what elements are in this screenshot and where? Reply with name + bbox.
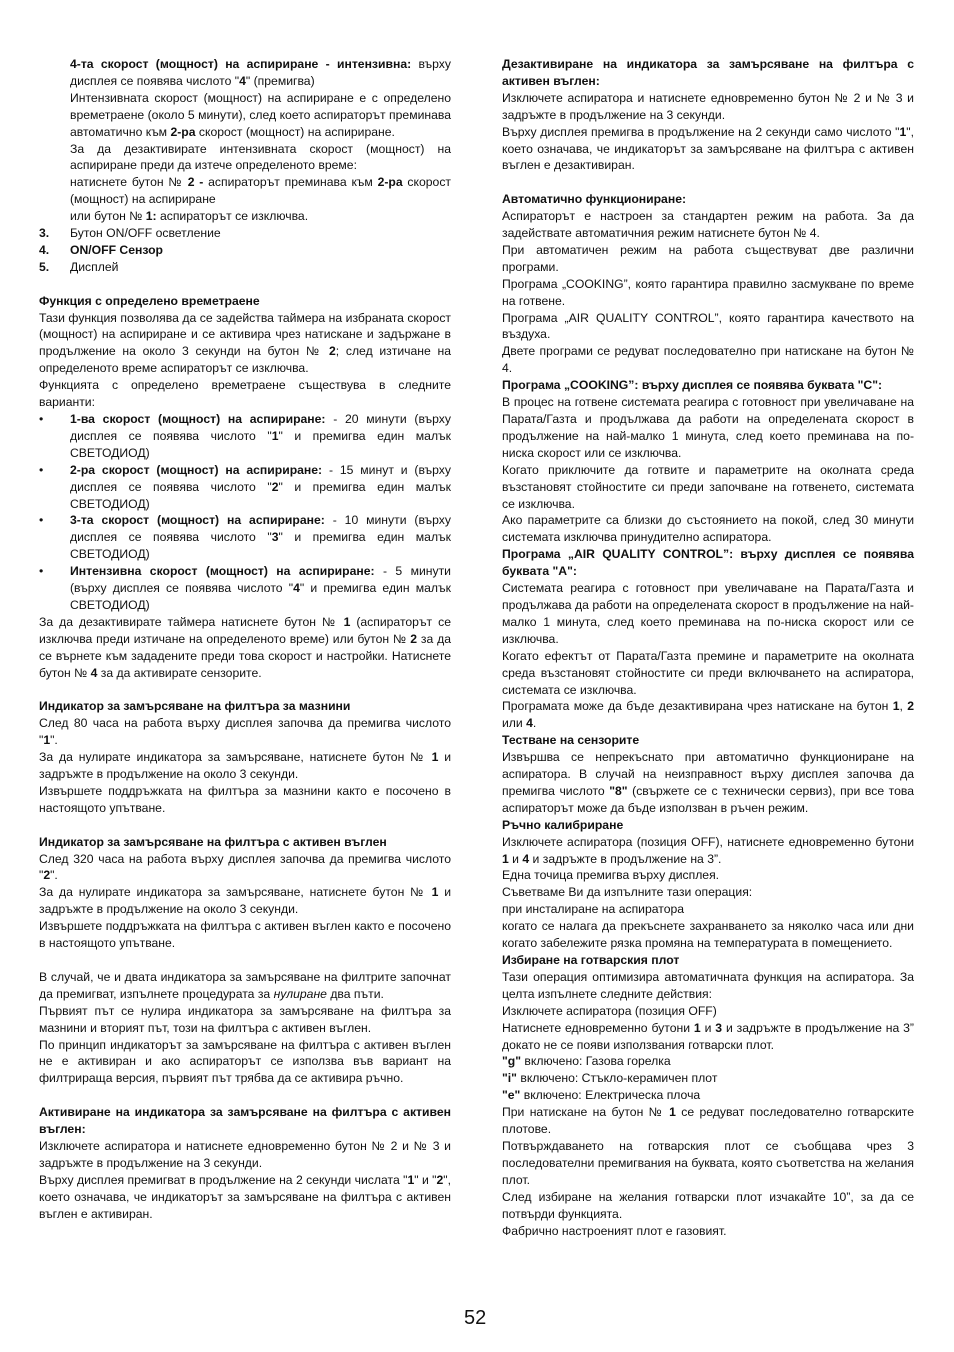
page-number: 52 bbox=[464, 1307, 487, 1329]
cooking-paragraph-3: Ако параметрите са близки до състоянието на покой, след 30 минути системата изключва принудително аспиратора. bbox=[502, 513, 914, 545]
cooking-paragraph-2: Когато приключите да готвите и параметрите на околната среда възстановят стойностите си преди започване на готвенето, системата се изключва. bbox=[502, 462, 914, 511]
hob-paragraph-3: Натиснете едновременно бутони 1 и 3 и задръжте в продължение на 3” докато не се появи използвания готварски плот. bbox=[502, 1020, 914, 1052]
carbon-paragraph-3: Извършете поддръжката на филтъра с активен въглен както е посочено в настоящото упътване. bbox=[39, 919, 451, 951]
section-heading-air-quality: Програма „AIR QUALITY CONTROL”: върху дисплея се появява буквата "A": bbox=[502, 547, 914, 579]
both-indicators-paragraph-2: Първият път се нулира индикатора за замърсяване на филтъра за мазнини и вторият път, този на филтъра с активен въглен. bbox=[39, 1003, 451, 1035]
hob-paragraph-7: Фабрично настроеният плот е газовият. bbox=[502, 1223, 727, 1238]
left-column bbox=[39, 56, 451, 1222]
timer-deactivate-paragraph: За да дезактивирате таймера натиснете бутон № 1 (аспираторът се изключва преди изтичане на определеното време) или бутон № 2 за да се върнете към зададените преди това скорост и настройки. Натиснете бутон № 4 за да активирате сензорите. bbox=[39, 614, 451, 680]
section-heading-carbon-filter: Индикатор за замърсяване на филтъра с активен въглен bbox=[39, 834, 387, 849]
section-heading-sensor-test: Тестване на сензорите bbox=[502, 733, 640, 748]
deactivate-paragraph-2: Върху дисплея премигва в продължение на 2 секунди само числото "1", което означава, че индикаторът за замърсяване на филтъра с активен въглен е дезактивиран. bbox=[502, 124, 914, 173]
air-paragraph-2: Когато ефектът от Парата/Газта премине и параметрите на околната среда възстановят стойностите си преди включването на аспиратора, системата се изключва. bbox=[502, 648, 914, 697]
hob-paragraph-6: След избиране на желания готварски плот изчакайте 10”, за да се потвърди функцията. bbox=[502, 1189, 914, 1221]
sensor-test-paragraph: Извършва се непрекъснато при автоматично функциониране на аспиратора. В случай на неизправност върху дисплея започва да премигва числото "8" (свържете се с технически сервиз), при все това аспираторът може да бъде използван в ръчен режим. bbox=[502, 750, 914, 815]
bullet-item: • 2-ра скорост (мощност) на аспириране: - 15 минут и (върху дисплея се появява числото "2" и премигва един малък СВЕТОДИОД) bbox=[39, 462, 451, 511]
bullet-item: • 3-та скорост (мощност) на аспириране: - 10 минути (върху дисплея се появява числото "3" и премигва един малък СВЕТОДИОД) bbox=[39, 513, 451, 562]
hob-paragraph-5: Потвърждаването на готварския плот се съобщава чрез 3 последователни премигвания на буквата, която съответства на желания плот. bbox=[502, 1138, 914, 1187]
list-item: 3. Бутон ON/OFF осветление bbox=[39, 226, 221, 241]
section-heading-hob-select: Избиране на готварския плот bbox=[502, 953, 680, 968]
intensive-duration-paragraph: Интензивната скорост (мощност) на аспириране е с определено времетраене (около 5 минути), след което аспираторът преминава автоматично към 2-ра скорост (мощност) на аспириране. bbox=[70, 90, 451, 139]
activate-paragraph-2: Върху дисплея премигват в продължение на 2 секунди числата "1" и "2", което означава, че индикаторът за замърсяване на филтъра с активен въглен е активиран. bbox=[39, 1172, 452, 1221]
hob-paragraph-1: Тази операция оптимизира автоматичната функция на аспиратора. За целта изпълнете следните действия: bbox=[502, 969, 914, 1001]
bullet-item: • 1-ва скорост (мощност) на аспириране: - 20 минути (върху дисплея се появява числото "1" и премигва един малък СВЕТОДИОД) bbox=[39, 412, 451, 460]
section-heading-automatic: Автоматично функциониране: bbox=[502, 192, 687, 207]
automatic-paragraph-2: При автоматичен режим на работа съществуват две различни програми. bbox=[502, 242, 914, 274]
automatic-paragraph-1: Аспираторът е настроен за стандартен режим на работа. За да задействате автоматичния режим натиснете бутон № 4. bbox=[502, 209, 914, 241]
calibration-paragraph-4: при инсталиране на аспиратора bbox=[502, 902, 685, 917]
intensive-button1-paragraph: или бутон № 1: аспираторът се изключва. bbox=[70, 209, 309, 224]
air-paragraph-3: Програмата може да бъде дезактивирана чрез натискане на бутон 1, 2 или 4. bbox=[502, 699, 914, 731]
intensive-speed-paragraph: 4-та скорост (мощност) на аспириране - интензивна: върху дисплея се появява числото "4" (премигва) bbox=[70, 57, 451, 88]
section-heading-calibration: Ръчно калибриране bbox=[502, 817, 624, 832]
cooking-paragraph-1: В процес на готвене системата реагира с готовност при увеличаване на Парата/Газта и продължава да работи на определената скорост в продължение на най-малко 1 минута, след което преминава на по-ниска скорост или се изключва. bbox=[502, 395, 914, 460]
list-item: 5. Дисплей bbox=[39, 259, 119, 274]
air-paragraph-1: Системата реагира с готовност при увеличаване на Парата/Газта и продължава да работи на определената скорост в продължение на най-малко 1 минута, след което преминава на по-ниска скорост или се изключва. bbox=[502, 581, 914, 646]
section-heading-deactivate-carbon: Дезактивиране на индикатора за замърсяване на филтъра с активен въглен: bbox=[502, 57, 914, 88]
timer-intro-paragraph: Тази функция позволява да се задейства таймера на избраната скорост (мощност) на аспириране и се активира чрез натискане и задържане в продължение на около 3 секунди на бутон № 2; след изтичане на определеното време аспираторът се изключва. bbox=[39, 310, 451, 376]
section-heading-activate-carbon: Активиране на индикатора за замърсяване на филтъра с активен въглен: bbox=[39, 1105, 451, 1137]
section-heading-grease-filter: Индикатор за замърсяване на филтъра за мазнини bbox=[39, 699, 351, 714]
intensive-button2-paragraph: натиснете бутон № 2 - аспираторът преминава към 2-ра скорост (мощност) на аспириране bbox=[70, 175, 452, 207]
carbon-paragraph-2: За да нулирате индикатора за замърсяване, натиснете бутон № 1 и задръжте в продължение на около 3 секунди. bbox=[39, 885, 451, 917]
section-heading-cooking: Програма „COOKING”: върху дисплея се появява буквата "C": bbox=[502, 378, 883, 393]
automatic-paragraph-4: Програма „AIR QUALITY CONTROL”, която гарантира качеството на въздуха. bbox=[502, 310, 914, 342]
grease-paragraph-3: Извършете поддръжката на филтъра за мазнини както е посочено в настоящото упътване. bbox=[39, 783, 451, 815]
grease-paragraph-1: След 80 часа на работа върху дисплея започва да премигва числото "1". bbox=[39, 716, 451, 748]
calibration-paragraph-1: Изключете аспиратора (позиция OFF), натиснете едновременно бутони 1 и 4 и задръжте в продължение на 3”. bbox=[502, 834, 914, 866]
grease-paragraph-2: За да нулирате индикатора за замърсяване, натиснете бутон № 1 и задръжте в продължение на около 3 секунди. bbox=[39, 750, 451, 782]
hob-paragraph-4: При натискане на бутон № 1 се редуват последователно готварските плотове. bbox=[502, 1105, 915, 1137]
both-indicators-paragraph-3: По принцип индикаторът за замърсяване на филтъра с активен въглен не е активиран и ако аспираторът се използва във вариант на филтрираща версия, първият път трябва да се активира ръчно. bbox=[39, 1037, 451, 1086]
right-column bbox=[502, 56, 914, 1239]
both-indicators-paragraph-1: В случай, че и двата индикатора за замърсяване на филтрите започнат да премигват, изпълнете процедурата за нулиране два пъти. bbox=[39, 969, 451, 1001]
calibration-paragraph-3: Съветваме Ви да изпълните тази операция: bbox=[502, 885, 753, 900]
activate-paragraph-1: Изключете аспиратора и натиснете едновременно бутон № 2 и № 3 и задръжте в продължение на 3 секунди. bbox=[39, 1138, 451, 1170]
hob-option-electric: "e" включено: Електрическа плоча bbox=[502, 1088, 701, 1103]
list-item: 4. ON/OFF Сензор bbox=[39, 242, 164, 257]
deactivate-paragraph-1: Изключете аспиратора и натиснете едновременно бутон № 2 и № 3 и задръжте в продължение на 3 секунди. bbox=[502, 90, 914, 122]
intensive-deactivate-paragraph: За да дезактивирате интензивната скорост (мощност) на аспириране преди да изтече определеното време: bbox=[70, 141, 451, 173]
hob-option-gas: "g" включено: Газова горелка bbox=[502, 1054, 671, 1069]
automatic-paragraph-5: Двете програми се редуват последователно при натискане на бутон № 4. bbox=[502, 344, 914, 376]
timer-variants-paragraph: Функцията с определено времетраене съществува в следните варианти: bbox=[39, 378, 451, 410]
hob-paragraph-2: Изключете аспиратора (позиция OFF) bbox=[502, 1003, 717, 1018]
section-heading-timer: Функция с определено времетраене bbox=[39, 293, 260, 308]
calibration-paragraph-2: Една точица премигва върху дисплея. bbox=[502, 868, 720, 883]
bullet-item: • Интензивна скорост (мощност) на аспириране: - 5 минути (върху дисплея се появява числото "4" и премигва един малък СВЕТОДИОД) bbox=[39, 564, 451, 612]
carbon-paragraph-1: След 320 часа на работа върху дисплея започва да премигва числото "2". bbox=[39, 851, 451, 883]
automatic-paragraph-3: Програма „COOKING”, която гарантира правилно засмукване по време на готвене. bbox=[502, 276, 914, 308]
hob-option-ceramic: "i" включено: Стъкло-керамичен плот bbox=[502, 1071, 718, 1086]
calibration-paragraph-5: когато се налага да прекъснете захранването за няколко часа или дни когато забележите рязка промяна на температурата в помещението. bbox=[502, 919, 914, 951]
